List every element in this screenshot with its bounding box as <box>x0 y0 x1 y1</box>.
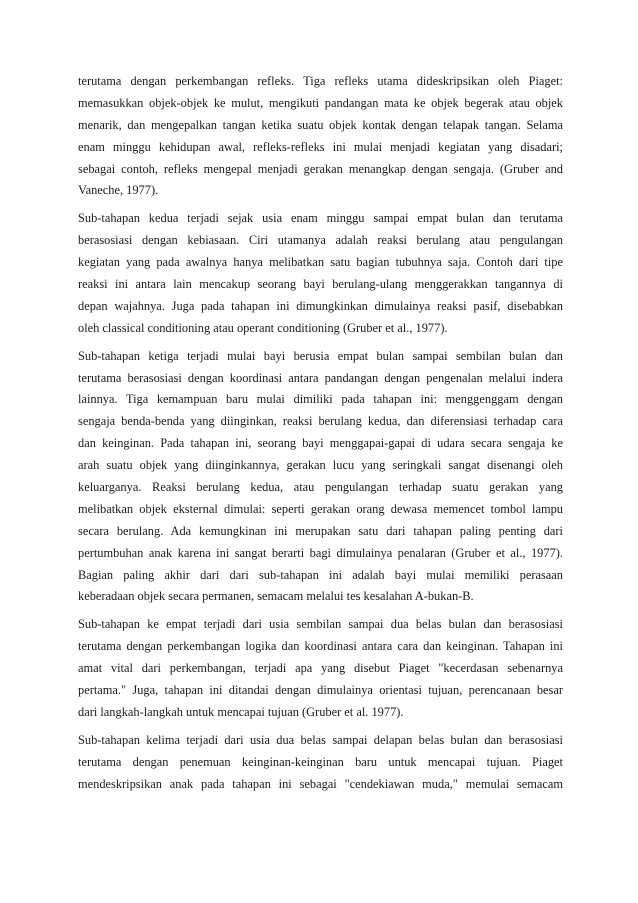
text-line: sengaja benda-benda yang diinginkan, reaksi berulang kedua, dan diferensiasi terhadap cara <box>78 414 563 429</box>
text-line: Vaneche, 1977). <box>78 183 159 198</box>
text-line: memasukkan objek-objek ke mulut, mengikuti pandangan mata ke objek begerak atau objek <box>78 95 563 110</box>
text-line: depan wajahnya. Juga pada tahapan ini dimungkinkan dimulainya reaksi pasif, disebabkan <box>78 298 563 313</box>
text-line: pertumbuhan anak karena ini sangat berarti bagi dimulainya penalaran (Gruber et al., 1977). <box>78 545 563 560</box>
text-line: amat vital dari perkembangan, terjadi apa yang disebut Piaget "kecerdasan sebenarnya <box>78 661 563 676</box>
text-line: mendeskripsikan anak pada tahapan ini sebagai "cendekiawan muda," memulai semacam <box>78 776 563 791</box>
paragraph <box>78 346 563 609</box>
text-line: menarik, dan mengepalkan tangan ketika suatu objek kontak dengan telapak tangan. Selama <box>78 117 563 132</box>
paragraph <box>78 614 563 723</box>
text-line: Sub-tahapan kelima terjadi dari usia dua belas sampai delapan belas bulan dan berasosiasi <box>78 732 563 747</box>
text-line: secara berulang. Ada kemungkinan ini merupakan satu dari tahapan paling penting dari <box>78 523 563 538</box>
text-line: enam minggu kehidupan awal, refleks-refleks ini mulai menjadi kegiatan yang disadari; <box>78 139 563 154</box>
text-line: Sub-tahapan kedua terjadi sejak usia enam minggu sampai empat bulan dan terutama <box>78 211 563 226</box>
text-line: arah suatu objek yang diinginkannya, gerakan lucu yang seringkali sangat disenangi oleh <box>78 458 563 473</box>
text-line: terutama berasosiasi dengan koordinasi antara pandangan dengan pengenalan melalui indera <box>78 370 563 385</box>
text-line: Sub-tahapan ke empat terjadi dari usia sembilan sampai dua belas bulan dan berasosiasi <box>78 617 563 632</box>
text-line: kegiatan yang pada awalnya hanya melibatkan satu bagian tubuhnya saja. Contoh dari tipe <box>78 255 563 270</box>
text-line: keluarganya. Reaksi berulang kedua, atau pengulangan terhadap suatu gerakan yang <box>78 480 563 495</box>
text-line: pertama." Juga, tahapan ini ditandai dengan dimulainya orientasi tujuan, perencanaan besar <box>78 683 563 698</box>
paragraph <box>78 730 563 796</box>
text-line: terutama dengan perkembangan refleks. Tiga refleks utama dideskripsikan oleh Piaget: <box>78 74 563 88</box>
text-line: melibatkan objek eksternal dimulai: seperti gerakan orang dewasa memencet tombol lampu <box>78 501 563 516</box>
text-line: Bagian paling akhir dari dari sub-tahapan ini adalah bayi mulai memiliki perasaan <box>78 567 563 582</box>
text-line: dari langkah-langkah untuk mencapai tujuan (Gruber et al. 1977). <box>78 704 404 719</box>
document-body <box>78 71 563 802</box>
paragraph <box>78 71 563 202</box>
text-line: Sub-tahapan ketiga terjadi mulai bayi berusia empat bulan sampai sembilan bulan dan <box>78 348 563 363</box>
paragraph <box>78 208 563 339</box>
text-line: terutama dengan penemuan keinginan-keinginan baru untuk mencapai tujuan. Piaget <box>78 754 563 769</box>
text-line: sebagai contoh, refleks mengepal menjadi gerakan menangkap dengan sengaja. (Gruber and <box>78 161 563 176</box>
text-line: terutama dengan perkembangan logika dan koordinasi antara cara dan keinginan. Tahapan ini <box>78 639 563 654</box>
text-line: keberadaan objek secara permanen, semacam melalui tes kesalahan A-bukan-B. <box>78 589 474 604</box>
text-line: lainnya. Tiga kemampuan baru mulai dimiliki pada tahapan ini: menggenggam dengan <box>78 392 563 407</box>
text-line: oleh classical conditioning atau operant conditioning (Gruber et al., 1977). <box>78 320 448 335</box>
text-line: dan keinginan. Pada tahapan ini, seorang bayi menggapai-gapai di udara secara sengaja ke <box>78 436 563 451</box>
text-line: berasosiasi dengan kebiasaan. Ciri utamanya adalah reaksi berulang atau pengulangan <box>78 233 563 248</box>
text-line: reaksi ini antara lain mencakup seorang bayi berulang-ulang menggerakkan tangannya di <box>78 277 563 292</box>
